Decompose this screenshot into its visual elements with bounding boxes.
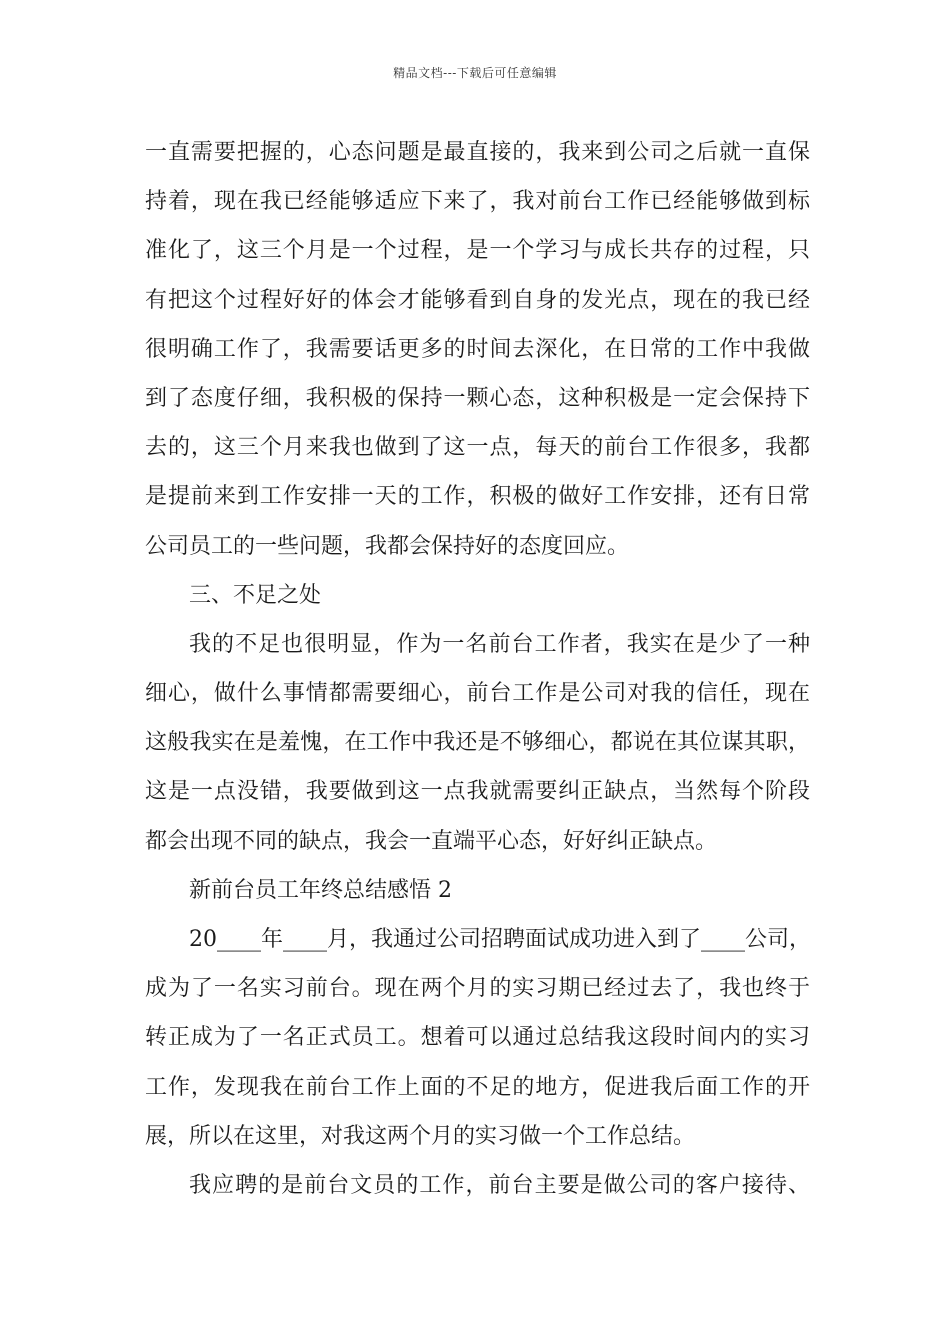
- text-line: 20____年____月，我通过公司招聘面试成功进入到了____公司，: [189, 927, 811, 952]
- text-line: 工作，发现我在前台工作上面的不足的地方，促进我后面工作的开: [145, 1074, 810, 1100]
- text-line: 三、不足之处: [189, 582, 322, 608]
- text-line: 我的不足也很明显，作为一名前台工作者，我实在是少了一种: [189, 631, 810, 657]
- text-line: 我应聘的是前台文员的工作，前台主要是做公司的客户接待、: [189, 1172, 810, 1198]
- text-line: 准化了，这三个月是一个过程，是一个学习与成长共存的过程，只: [145, 238, 810, 264]
- text-line: 有把这个过程好好的体会才能够看到自身的发光点，现在的我已经: [145, 287, 810, 313]
- text-line: 到了态度仔细，我积极的保持一颗心态，这种积极是一定会保持下: [145, 385, 810, 411]
- text-line: 新前台员工年终总结感悟 2: [189, 877, 452, 903]
- text-line: 展，所以在这里，对我这两个月的实习做一个工作总结。: [145, 1123, 696, 1149]
- text-line: 转正成为了一名正式员工。想着可以通过总结我这段时间内的实习: [145, 1025, 810, 1051]
- text-line: 这般我实在是羞愧，在工作中我还是不够细心，都说在其位谋其职，: [145, 730, 810, 756]
- page-header: 精品文档---下载后可任意编辑: [393, 66, 557, 80]
- text-line: 去的，这三个月来我也做到了这一点，每天的前台工作很多，我都: [145, 435, 810, 461]
- text-line: 公司员工的一些问题，我都会保持好的态度回应。: [145, 533, 630, 559]
- text-line: 持着，现在我已经能够适应下来了，我对前台工作已经能够做到标: [145, 189, 810, 215]
- text-line: 很明确工作了，我需要话更多的时间去深化，在日常的工作中我做: [145, 336, 810, 362]
- document-body: [145, 128, 810, 1210]
- text-line: 都会出现不同的缺点，我会一直端平心态，好好纠正缺点。: [145, 828, 718, 854]
- text-line: 是提前来到工作安排一天的工作，积极的做好工作安排，还有日常: [145, 484, 810, 510]
- text-line: 一直需要把握的，心态问题是最直接的，我来到公司之后就一直保: [145, 140, 810, 165]
- text-line: 这是一点没错，我要做到这一点我就需要纠正缺点，当然每个阶段: [145, 779, 810, 805]
- text-line: 成为了一名实习前台。现在两个月的实习期已经过去了，我也终于: [145, 976, 810, 1002]
- text-line: 细心，做什么事情都需要细心，前台工作是公司对我的信任，现在: [145, 681, 810, 707]
